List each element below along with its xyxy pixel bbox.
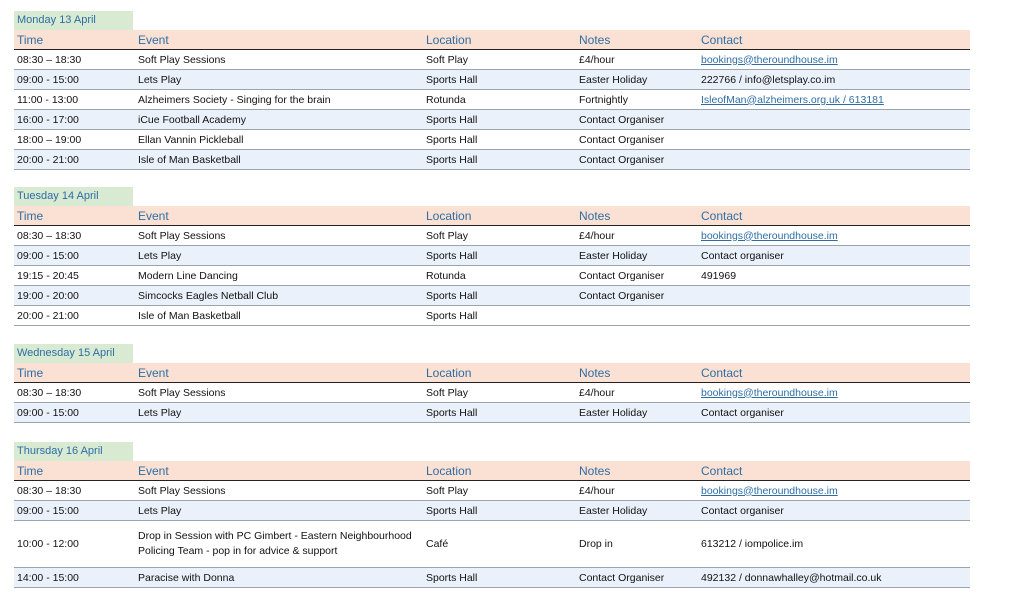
cell-location: Sports Hall bbox=[426, 133, 478, 146]
contact-email-link[interactable]: bookings@theroundhouse.im bbox=[701, 53, 838, 66]
cell-event: Soft Play Sessions bbox=[138, 386, 226, 399]
cell-location: Soft Play bbox=[426, 53, 469, 66]
cell-notes: £4/hour bbox=[579, 386, 615, 399]
header-notes: Notes bbox=[579, 32, 611, 47]
cell-location: Café bbox=[426, 538, 449, 550]
cell-notes: Easter Holiday bbox=[579, 73, 648, 86]
cell-time: 11:00 - 13:00 bbox=[17, 93, 79, 106]
table-row bbox=[14, 226, 970, 246]
cell-notes: Contact Organiser bbox=[579, 571, 665, 584]
header-location: Location bbox=[426, 32, 472, 47]
table-row bbox=[14, 70, 970, 90]
cell-time: 08:30 – 18:30 bbox=[17, 229, 82, 242]
cell-notes: Contact Organiser bbox=[579, 133, 665, 146]
table-row bbox=[14, 110, 970, 130]
header-notes: Notes bbox=[579, 463, 611, 478]
cell-notes: Contact Organiser bbox=[579, 113, 665, 126]
table-row bbox=[14, 130, 970, 150]
cell-notes: Easter Holiday bbox=[579, 406, 648, 419]
cell-event: Soft Play Sessions bbox=[138, 229, 226, 242]
table-row bbox=[14, 150, 970, 170]
cell-location: Rotunda bbox=[426, 269, 466, 282]
header-time: Time bbox=[17, 365, 44, 380]
header-contact: Contact bbox=[701, 365, 743, 380]
contact-email-link[interactable]: bookings@theroundhouse.im bbox=[701, 229, 838, 242]
table-row bbox=[14, 568, 970, 588]
cell-event: Isle of Man Basketball bbox=[138, 153, 241, 166]
cell-contact: Contact organiser bbox=[701, 406, 784, 419]
cell-contact: Contact organiser bbox=[701, 249, 784, 262]
header-event: Event bbox=[138, 32, 169, 47]
cell-location: Sports Hall bbox=[426, 289, 478, 302]
cell-event: Soft Play Sessions bbox=[138, 53, 226, 66]
cell-location: Sports Hall bbox=[426, 153, 478, 166]
cell-location: Soft Play bbox=[426, 229, 469, 242]
cell-contact: 491969 bbox=[701, 269, 737, 282]
cell-location: Sports Hall bbox=[426, 406, 478, 419]
cell-notes: Drop in bbox=[579, 538, 613, 550]
header-notes: Notes bbox=[579, 365, 611, 380]
cell-time: 08:30 – 18:30 bbox=[17, 53, 82, 66]
day-monday bbox=[14, 11, 970, 170]
cell-notes: £4/hour bbox=[579, 484, 615, 497]
cell-event: Paracise with Donna bbox=[138, 571, 235, 584]
cell-event: Lets Play bbox=[138, 73, 182, 86]
table-header bbox=[14, 363, 970, 383]
cell-contact: 222766 / info@letsplay.co.im bbox=[701, 73, 836, 86]
contact-email-link[interactable]: bookings@theroundhouse.im bbox=[701, 386, 838, 399]
day-label: Tuesday 14 April bbox=[14, 187, 133, 206]
cell-location: Soft Play bbox=[426, 484, 469, 497]
header-location: Location bbox=[426, 365, 472, 380]
cell-event: iCue Football Academy bbox=[138, 113, 246, 126]
cell-event: Soft Play Sessions bbox=[138, 484, 226, 497]
cell-location: Sports Hall bbox=[426, 113, 478, 126]
cell-location: Sports Hall bbox=[426, 249, 478, 262]
cell-time: 14:00 - 15:00 bbox=[17, 571, 79, 584]
contact-email-link[interactable]: IsleofMan@alzheimers.org.uk / 613181 bbox=[701, 93, 884, 106]
cell-location: Soft Play bbox=[426, 386, 469, 399]
cell-location: Sports Hall bbox=[426, 309, 478, 322]
cell-event: Lets Play bbox=[138, 406, 182, 419]
day-thursday bbox=[14, 442, 970, 588]
contact-email-link[interactable]: bookings@theroundhouse.im bbox=[701, 484, 838, 497]
cell-time: 16:00 - 17:00 bbox=[17, 113, 79, 126]
cell-time: 08:30 – 18:30 bbox=[17, 386, 82, 399]
cell-notes: £4/hour bbox=[579, 229, 615, 242]
header-time: Time bbox=[17, 32, 44, 47]
header-time: Time bbox=[17, 208, 44, 223]
cell-time: 10:00 - 12:00 bbox=[17, 538, 79, 550]
cell-event: Alzheimers Society - Singing for the brain bbox=[138, 93, 331, 106]
cell-time: 09:00 - 15:00 bbox=[17, 504, 79, 517]
table-header bbox=[14, 461, 970, 481]
header-notes: Notes bbox=[579, 208, 611, 223]
cell-time: 19:00 - 20:00 bbox=[17, 289, 79, 302]
cell-event: Drop in Session with PC Gimbert - Eastern Neighbourhood Policing Team - pop in for advice & support bbox=[138, 530, 412, 557]
cell-time: 09:00 - 15:00 bbox=[17, 249, 79, 262]
cell-time: 20:00 - 21:00 bbox=[17, 309, 79, 322]
header-contact: Contact bbox=[701, 463, 743, 478]
cell-time: 09:00 - 15:00 bbox=[17, 406, 79, 419]
cell-contact: 613212 / iompolice.im bbox=[701, 538, 804, 550]
cell-event: Isle of Man Basketball bbox=[138, 309, 241, 322]
table-row bbox=[14, 50, 970, 70]
header-location: Location bbox=[426, 208, 472, 223]
cell-time: 18:00 – 19:00 bbox=[17, 133, 82, 146]
cell-location: Sports Hall bbox=[426, 504, 478, 517]
cell-event: Simcocks Eagles Netball Club bbox=[138, 289, 279, 302]
table-row bbox=[14, 481, 970, 501]
cell-event: Ellan Vannin Pickleball bbox=[138, 133, 244, 146]
table-row bbox=[14, 383, 970, 403]
cell-location: Rotunda bbox=[426, 93, 466, 106]
cell-notes: Fortnightly bbox=[579, 93, 629, 106]
day-label: Wednesday 15 April bbox=[14, 344, 133, 363]
day-label: Monday 13 April bbox=[14, 11, 133, 30]
cell-location: Sports Hall bbox=[426, 73, 478, 86]
cell-event: Lets Play bbox=[138, 504, 182, 517]
cell-time: 08:30 – 18:30 bbox=[17, 484, 82, 497]
header-event: Event bbox=[138, 365, 169, 380]
table-header bbox=[14, 206, 970, 226]
day-label: Thursday 16 April bbox=[14, 442, 133, 461]
cell-notes: Easter Holiday bbox=[579, 504, 648, 517]
header-event: Event bbox=[138, 208, 169, 223]
cell-time: 19:15 - 20:45 bbox=[17, 269, 79, 282]
cell-time: 09:00 - 15:00 bbox=[17, 73, 79, 86]
cell-notes: Easter Holiday bbox=[579, 249, 648, 262]
header-location: Location bbox=[426, 463, 472, 478]
header-contact: Contact bbox=[701, 32, 743, 47]
table-header bbox=[14, 30, 970, 50]
cell-contact: Contact organiser bbox=[701, 504, 784, 517]
table-row bbox=[14, 403, 970, 423]
cell-event: Lets Play bbox=[138, 249, 182, 262]
day-tuesday bbox=[14, 187, 970, 326]
day-wednesday bbox=[14, 344, 970, 423]
header-time: Time bbox=[17, 463, 44, 478]
header-event: Event bbox=[138, 463, 169, 478]
table-row bbox=[14, 90, 970, 110]
cell-notes: Contact Organiser bbox=[579, 153, 665, 166]
cell-contact: 492132 / donnawhalley@hotmail.co.uk bbox=[701, 571, 882, 584]
cell-location: Sports Hall bbox=[426, 571, 478, 584]
table-row bbox=[14, 286, 970, 306]
cell-notes: Contact Organiser bbox=[579, 269, 665, 282]
header-contact: Contact bbox=[701, 208, 743, 223]
table-row bbox=[14, 501, 970, 521]
cell-notes: £4/hour bbox=[579, 53, 615, 66]
cell-notes: Contact Organiser bbox=[579, 289, 665, 302]
cell-time: 20:00 - 21:00 bbox=[17, 153, 79, 166]
cell-event: Modern Line Dancing bbox=[138, 269, 238, 282]
table-row bbox=[14, 246, 970, 266]
table-row bbox=[14, 521, 970, 568]
table-row bbox=[14, 306, 970, 326]
table-row bbox=[14, 266, 970, 286]
